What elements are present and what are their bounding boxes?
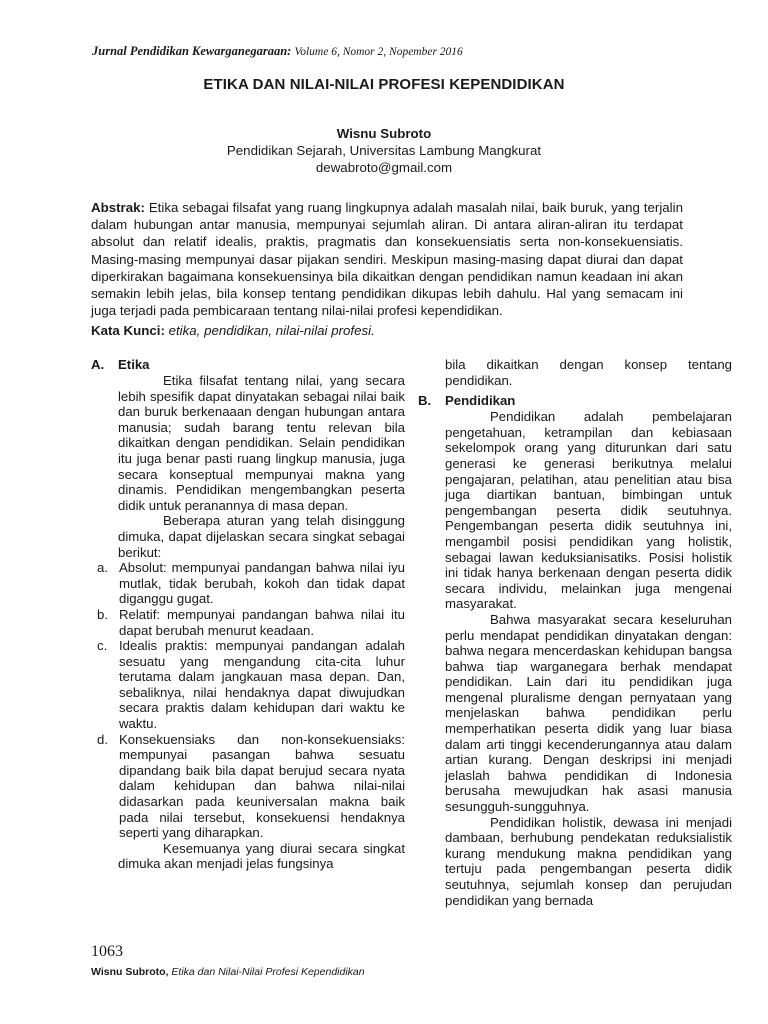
author-affiliation: Pendidikan Sejarah, Universitas Lambung Mangkurat: [226, 143, 542, 158]
paragraph: Kesemuanya yang diurai secara singkat dimuka akan menjadi jelas fungsinya: [118, 840, 405, 872]
author-email: dewabroto@gmail.com: [315, 160, 453, 175]
continuation-block: [445, 357, 732, 388]
list-item: [91, 638, 405, 732]
list-marker: a.: [97, 560, 108, 576]
abstract-label: Abstrak:: [91, 200, 145, 215]
section-body: [118, 373, 405, 560]
list-item-text: Relatif: mempunyai pandangan bahwa nilai itu dapat berubah menurut keadaan.: [119, 606, 405, 638]
footer-author: Wisnu Subroto,: [91, 966, 169, 978]
list-item: [91, 560, 405, 607]
journal-volume: Volume 6, Nomor 2, Nopember 2016: [294, 46, 463, 58]
list-item: [91, 732, 405, 841]
paragraph: Beberapa aturan yang telah disinggung dimuka, dapat dijelaskan secara singkat sebagai berikut:: [118, 513, 405, 560]
paragraph: Etika filsafat tentang nilai, yang secara lebih spesifik dapat dinyatakan sebagai nilai baik dan buruk berkenaaan dengan hubungan antara manusia; sudah barang tentu relevan bila dikaitkan dengan pendidikan. Selain pendidikan itu juga benar pasti ruang lingkup manusia, juga secara konseptual mempunyai makna yang dinamis. Pendidikan mengembangkan peserta didik untuk peranannya di masa depan.: [118, 373, 405, 513]
list-item: [91, 607, 405, 638]
section-body: [445, 409, 732, 908]
footer-citation: [91, 966, 365, 978]
journal-header: [92, 44, 692, 59]
author-block: [0, 125, 768, 176]
list-marker: b.: [97, 606, 108, 622]
right-column: [418, 357, 732, 908]
section-title: Pendidikan: [445, 393, 516, 409]
section-heading-etika: [91, 357, 405, 373]
ethics-list: [91, 560, 405, 841]
paragraph: Pendidikan adalah pembelajaran pengetahuan, ketrampilan dan kebiasaan sekelompok orang yang diturunkan dari satu generasi ke generasi berikutnya melalui pengajaran, pelatihan, atau penelitian atau bisa juga diartikan bantuan, bimbingan untuk pengembangan peserta didik seutuhnya. Pengembangan peserta didik seutuhnya ini, mengambil posisi pendidikan yang holistik, sebagai lawan keduksianisatiks. Posisi holistik ini tidak hanya berkenaan dengan peserta didik secara individu, melainkan juga mengenai masyarakat.: [445, 409, 732, 612]
abstract: [91, 199, 683, 319]
section-number: B.: [418, 393, 432, 409]
page-number: 1063: [91, 943, 123, 960]
article-title: ETIKA DAN NILAI-NILAI PROFESI KEPENDIDIKAN: [203, 76, 565, 93]
abstract-text: Etika sebagai filsafat yang ruang lingkupnya adalah masalah nilai, baik buruk, yang terjalin dalam hubungan antar manusia, mempunyai sejumlah aliran. Di antara aliran-aliran itu terdapat absolut dan relatif idealis, praktis, pragmatis dan konsekuensiatis serta non-konsekuensiatis. Masing-masing mempunyai dasar pijakan sendiri. Meskipun masing-masing dapat diurai dan dapat diperkirakan bagaimana konsekuensinya bila dikaitkan dengan pendidikan namun keadaan ini akan semakin lebih jelas, bila konsep tentang pendidikan dikupas lebih dahulu. Hal yang semacam ini juga terjadi pada pembicaraan tentang nilai-nilai profesi kependidikan.: [91, 200, 683, 319]
keywords-label: Kata Kunci:: [91, 323, 165, 338]
section-heading-pendidikan: [418, 393, 732, 409]
list-item-text: Absolut: mempunyai pandangan bahwa nilai iyu mutlak, tidak berubah, kokoh dan tidak dapat diganggu gugat.: [119, 560, 405, 607]
paragraph-continuation: bila dikaitkan dengan konsep tentang pendidikan.: [445, 357, 732, 388]
list-item-text: Konsekuensiaks dan non-konsekuensiaks: mempunyai pasangan bahwa sesuatu dipandang baik bila dapat berujud secara nyata dalam kehidupan dan bahwa nilai-nilai didasarkan pada keuniversalan makna baik pada nilai tersebut, konsekuensi hendaknya seperti yang diharapkan.: [119, 731, 405, 841]
footer-title: Etika dan Nilai-Nilai Profesi Kependidikan: [171, 966, 365, 978]
list-marker: d.: [97, 731, 108, 747]
author-name: Wisnu Subroto: [336, 126, 432, 141]
keywords-text: etika, pendidikan, nilai-nilai profesi.: [168, 323, 375, 338]
paragraph: Bahwa masyarakat secara keseluruhan perlu mendapat pendidikan dinyatakan dengan: bahwa negara mencerdaskan kehidupan bangsa bahwa tiap warganegara berhak mendapat pendidikan. Lain dari itu pendidikan juga mengenal pluralisme dengan pernyataan yang menjelaskan bahwa pendidikan perlu memperhatikan peserta didik yang luar biasa dalam arti tinggi kecenderungannya atau dalam artian kurang. Dengan deskripsi ini menjadi jelaslah bahwa pendidikan di Indonesia berusaha mewujudkan hak asasi manusia sesungguh-sungguhnya.: [445, 611, 732, 815]
paragraph: Pendidikan holistik, dewasa ini menjadi dambaan, berhubung pendekatan reduksialistik kurang mendukung makna pendidikan yang tertuju pada pengembangan peserta didik seutuhnya, sejumlah konsep dan perujudan pendidikan yang bernada: [445, 814, 732, 908]
list-item-text: Idealis praktis: mempunyai pandangan adalah sesuatu yang mengandung cita-cita luhur terutama dalam jangkauan masa depan. Dan, sebaliknya, nilai hendaknya dapat diwujudkan secara praktis dalam kehidupan dari waktu ke waktu.: [119, 638, 405, 732]
list-marker: c.: [97, 638, 108, 654]
journal-name: Jurnal Pendidikan Kewarganegaraan:: [92, 44, 292, 58]
section-body-end: [118, 841, 405, 872]
section-number: A.: [91, 357, 105, 372]
keywords: [91, 323, 683, 338]
left-column: [91, 357, 405, 872]
section-title: Etika: [118, 357, 150, 372]
